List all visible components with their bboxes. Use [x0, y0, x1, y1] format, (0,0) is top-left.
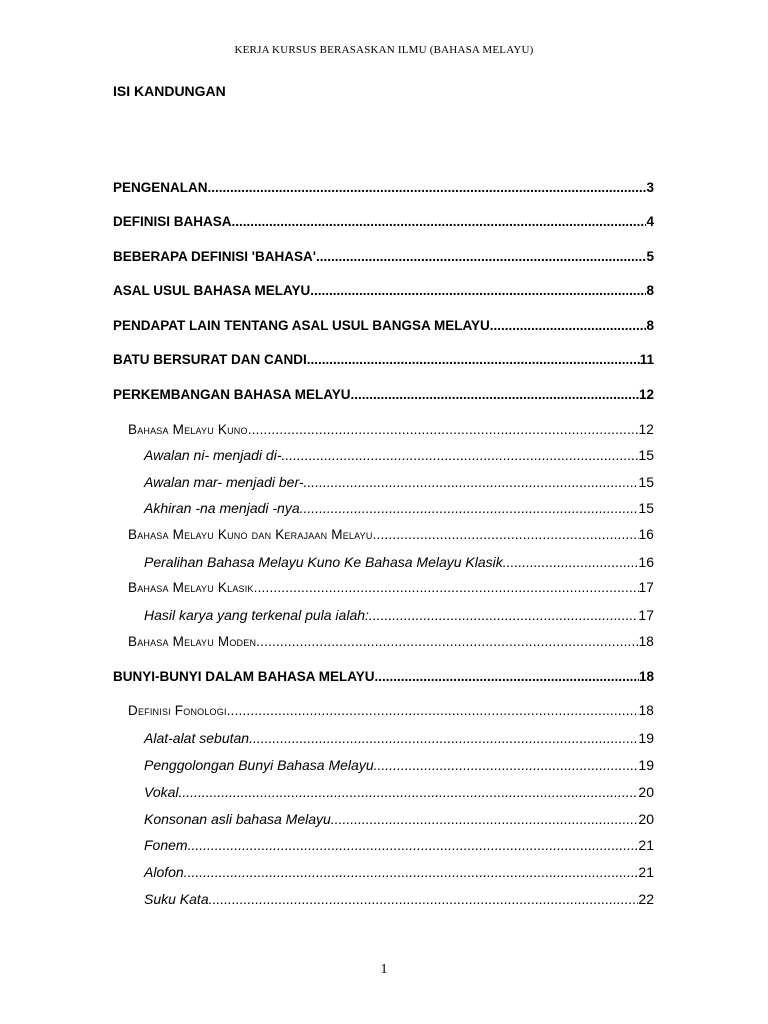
toc-entry-label: BUNYI-BUNYI DALAM BAHASA MELAYU: [113, 669, 375, 684]
toc-entry-label: Vokal: [144, 784, 179, 800]
toc-entry-page: 20: [638, 784, 654, 800]
toc-entry[interactable]: [144, 498, 654, 518]
dot-leader: [254, 578, 639, 598]
toc-entry[interactable]: [144, 472, 654, 492]
toc-entry-label: Alat-alat sebutan: [144, 730, 250, 746]
toc-entry[interactable]: [113, 350, 654, 370]
toc-entry-page: 3: [646, 180, 654, 195]
dot-leader: [227, 701, 639, 721]
toc-entry-page: 18: [638, 703, 654, 718]
toc-entry-label: Awalan ni- menjadi di-: [144, 447, 282, 463]
dot-leader: [249, 728, 638, 748]
toc-entry[interactable]: [144, 809, 654, 829]
toc-entry-page: 8: [646, 283, 654, 298]
toc-entry[interactable]: [128, 632, 654, 652]
toc-entry[interactable]: [144, 889, 654, 909]
toc-entry[interactable]: [113, 247, 654, 267]
toc-entry[interactable]: [144, 782, 654, 802]
toc-entry-page: 19: [638, 757, 654, 773]
toc-entry-label: PENGENALAN: [113, 180, 208, 195]
toc-entry[interactable]: [128, 578, 654, 598]
toc-entry-page: 15: [638, 500, 654, 516]
toc-entry-page: 18: [638, 634, 654, 649]
dot-leader: [310, 281, 646, 301]
toc-entry-page: 21: [638, 864, 654, 880]
toc-entry-page: 17: [638, 607, 654, 623]
dot-leader: [331, 809, 639, 829]
dot-leader: [209, 889, 639, 909]
dot-leader: [374, 755, 639, 775]
toc-entry[interactable]: [128, 701, 654, 721]
toc-entry-label: Konsonan asli bahasa Melayu: [144, 811, 331, 827]
toc-entry-label: Akhiran -na menjadi -nya: [144, 500, 300, 516]
dot-leader: [369, 605, 639, 625]
toc-entry-label: Alofon: [144, 864, 184, 880]
toc-entry[interactable]: [128, 420, 654, 440]
toc-entry-label: Suku Kata: [144, 891, 209, 907]
toc-entry-label: Bahasa Melayu Moden: [128, 634, 257, 649]
toc-entry-page: 12: [638, 422, 654, 437]
toc-entry-label: Definisi Fonologi: [128, 703, 227, 718]
toc-entry-label: Bahasa Melayu Klasik: [128, 580, 254, 595]
toc-entry-label: DEFINISI BAHASA: [113, 214, 232, 229]
dot-leader: [208, 178, 647, 198]
toc-entry-label: Peralihan Bahasa Melayu Kuno Ke Bahasa Melayu Klasik: [144, 554, 503, 570]
toc-entry-page: 16: [638, 527, 654, 542]
toc-entry[interactable]: [144, 862, 654, 882]
toc-entry[interactable]: [128, 525, 654, 545]
toc-title: ISI KANDUNGAN: [113, 83, 226, 99]
dot-leader: [184, 862, 639, 882]
toc-entry-page: 20: [638, 811, 654, 827]
toc-entry-page: 5: [646, 249, 654, 264]
page-number: 1: [380, 962, 388, 977]
toc-entry-page: 22: [638, 891, 654, 907]
toc-entry-page: 19: [638, 730, 654, 746]
toc-entry-label: BATU BERSURAT DAN CANDI: [113, 352, 307, 367]
dot-leader: [232, 212, 647, 232]
toc-entry-label: ASAL USUL BAHASA MELAYU: [113, 283, 311, 298]
toc-entry[interactable]: [113, 385, 654, 405]
dot-leader: [188, 835, 639, 855]
toc-entry-page: 4: [646, 214, 654, 229]
toc-entry[interactable]: [113, 281, 654, 301]
toc-entry-page: 8: [646, 318, 654, 333]
toc-entry-label: Awalan mar- menjadi ber-: [144, 474, 304, 490]
toc-entry-label: PENDAPAT LAIN TENTANG ASAL USUL BANGSA MELAYU: [113, 318, 490, 333]
toc-entry-page: 15: [638, 474, 654, 490]
dot-leader: [503, 552, 639, 572]
toc-entry-page: 21: [638, 837, 654, 853]
toc-entry[interactable]: [144, 605, 654, 625]
toc-entry[interactable]: [113, 212, 654, 232]
toc-entry-page: 18: [638, 669, 654, 684]
toc-entry-label: Bahasa Melayu Kuno dan Kerajaan Melayu: [128, 527, 373, 542]
toc-entry-page: 12: [638, 387, 654, 402]
toc-entry-page: 11: [639, 352, 654, 367]
toc-entry[interactable]: [144, 728, 654, 748]
toc-entry-label: Fonem: [144, 837, 188, 853]
toc-entry-page: 17: [638, 580, 654, 595]
toc-entry-label: Penggolongan Bunyi Bahasa Melayu: [144, 757, 374, 773]
dot-leader: [281, 445, 638, 465]
toc-entry[interactable]: [144, 552, 654, 572]
toc-entry-label: Hasil karya yang terkenal pula ialah:: [144, 607, 369, 623]
dot-leader: [300, 498, 639, 518]
dot-leader: [179, 782, 639, 802]
dot-leader: [351, 385, 639, 405]
toc-entry[interactable]: [113, 178, 654, 198]
dot-leader: [304, 472, 639, 492]
dot-leader: [248, 420, 639, 440]
toc-entry[interactable]: [113, 316, 654, 336]
running-header: KERJA KURSUS BERASASKAN ILMU (BAHASA MELAYU): [234, 44, 534, 56]
dot-leader: [375, 667, 639, 687]
dot-leader: [307, 350, 640, 370]
toc-entry-page: 16: [638, 554, 654, 570]
dot-leader: [373, 525, 639, 545]
toc-entry-label: Bahasa Melayu Kuno: [128, 422, 248, 437]
dot-leader: [316, 247, 647, 267]
dot-leader: [256, 632, 638, 652]
toc-entry-label: BEBERAPA DEFINISI 'BAHASA': [113, 249, 316, 264]
toc-entry[interactable]: [144, 835, 654, 855]
toc-entry[interactable]: [144, 755, 654, 775]
toc-entry-page: 15: [638, 447, 654, 463]
toc-entry-label: PERKEMBANGAN BAHASA MELAYU: [113, 387, 351, 402]
toc-entry[interactable]: [144, 445, 654, 465]
toc-entry[interactable]: [113, 667, 654, 687]
dot-leader: [490, 316, 647, 336]
